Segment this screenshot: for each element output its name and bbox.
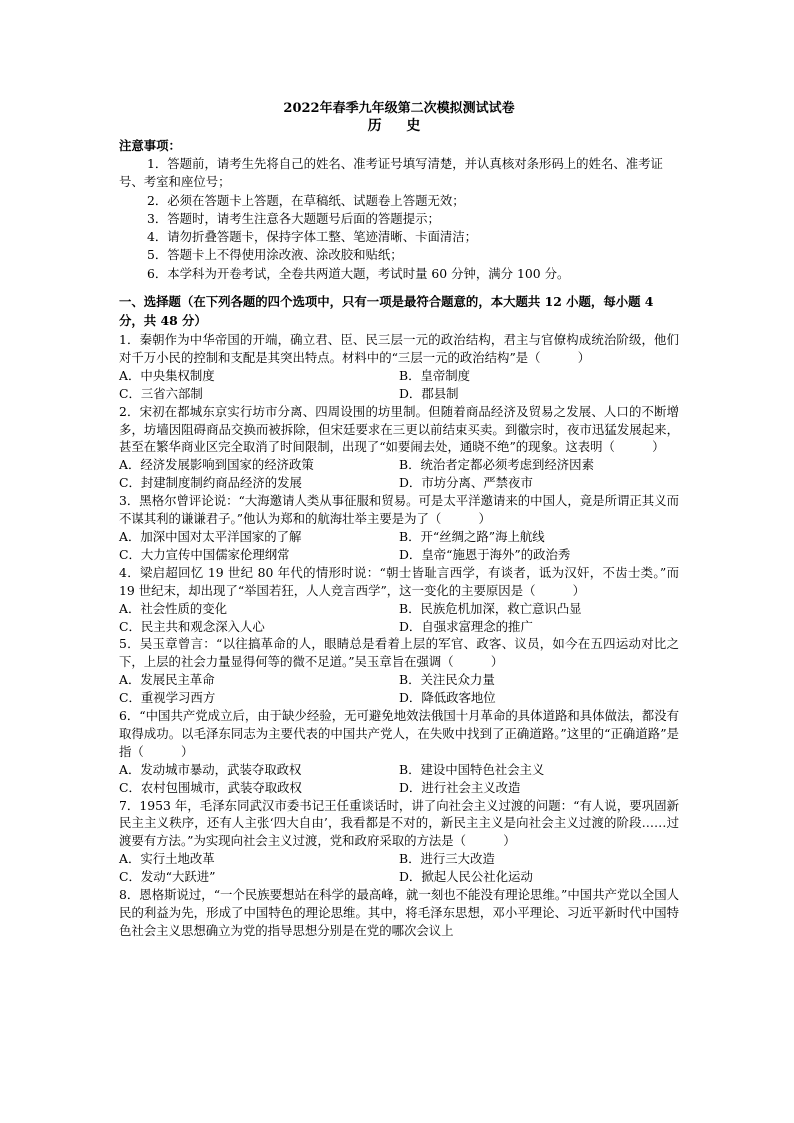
option-grid <box>119 528 679 564</box>
option-grid <box>119 456 679 492</box>
option: D．市坊分离、严禁夜市 <box>399 475 533 491</box>
option: A．发动城市暴动，武装夺取政权 <box>119 761 302 777</box>
question-stem: 5．吴玉章曾言：“以往搞革命的人，眼睛总是看着上层的军官、政客、议员，如今在五四运动对比之下，上层的社会力量显得何等的微不足道。”吴玉章旨在强调（ ） <box>119 636 679 670</box>
option: C．农村包围城市，武装夺取政权 <box>119 779 302 795</box>
question-stem: 8．恩格斯说过，“一个民族要想站在科学的最高峰，就一刻也不能没有理论思维。”中国共产党以全国人民的利益为先，形成了中国特色的理论思维。其中，将毛泽东思想，邓小平理论、习近平新时代中国特色社会主义思想确立为党的指导思想分别是在党的哪次会议上 <box>119 887 679 938</box>
option: C．发动“大跃进” <box>119 869 216 885</box>
note-item: 1．答题前，请考生先将自己的姓名、准考证号填写清楚，并认真核对条形码上的姓名、准考证号、考室和座位号； <box>119 156 663 190</box>
option: B．民族危机加深，救亡意识凸显 <box>399 600 582 616</box>
notes-block <box>119 137 679 283</box>
exam-title: 2022年春季九年级第二次模拟测试试卷 <box>283 101 515 116</box>
question-stem: 6．“中国共产党成立后，由于缺少经验，无可避免地效法俄国十月革命的具体道路和具体做法，都没有取得成功。以毛泽东同志为主要代表的中国共产党人，在失败中找到了正确道路。”这里的“正确道路”是指（ ） <box>119 708 679 759</box>
option: B．皇帝制度 <box>399 367 471 383</box>
option: A．社会性质的变化 <box>119 600 228 616</box>
option: D．掀起人民公社化运动 <box>399 869 533 885</box>
option: C．重视学习西方 <box>119 690 216 706</box>
question-stem: 4．梁启超回忆 19 世纪 80 年代的情形时说：“朝士皆耻言西学，有谈者，诋为汉奸，不齿士类。”而 19 世纪末，却出现了“举国若狂，人人竞言西学”，这一变化的主要原因是（ ） <box>119 564 679 598</box>
question-stem: 1．秦朝作为中华帝国的开端，确立君、臣、民三层一元的政治结构，君主与官僚构成统治阶级，他们对千万小民的控制和支配是其突出特点。材料中的“三层一元的政治结构”是（ ） <box>119 332 679 365</box>
note-item: 5．答题卡上不得使用涂改液、涂改胶和贴纸； <box>147 247 403 263</box>
note-item: 6．本学科为开卷考试，全卷共两道大题，考试时量 60 分钟，满分 100 分。 <box>147 265 570 281</box>
note-item: 4．请勿折叠答题卡，保持字体工整、笔迹清晰、卡面清洁； <box>147 229 478 245</box>
notes-title: 注意事项： <box>119 138 181 153</box>
option: D．皇帝“施恩于海外”的政治秀 <box>399 546 571 562</box>
question-stem: 7．1953 年，毛泽东同武汉市委书记王任重谈话时，讲了向社会主义过渡的问题：“有人说，要巩固新民主主义秩序，还有人主张‘四大自由’，我看都是不对的，新民主主义是向社会主义过渡的阶段……过渡要有方法。”为实现向社会主义过渡，党和政府采取的方法是（ ） <box>119 797 679 849</box>
option: C．民主共和观念深入人心 <box>119 618 265 634</box>
option: C．三省六部制 <box>119 385 203 401</box>
option-grid <box>119 671 679 707</box>
option: B．统治者定都必须考虑到经济因素 <box>399 457 594 473</box>
note-item: 2．必须在答题卡上答题，在草稿纸、试题卷上答题无效； <box>147 192 465 208</box>
question-stem: 2．宋初在都城东京实行坊市分离、四周设围的坊里制。但随着商品经济及贸易之发展、人口的不断增多，坊墙因阻碍商品交换而被拆除，但宋廷要求在三更以前结束买卖。到徽宗时，夜市迅猛发展起来，甚至在繁华商业区完全取消了时间限制，出现了“如要闹去处，通晓不绝”的现象。这表明（ ） <box>119 403 679 455</box>
subject-title: 历 史 <box>367 118 431 134</box>
option: A．中央集权制度 <box>119 367 215 383</box>
option-grid <box>119 761 679 797</box>
question-list <box>119 331 679 940</box>
option-grid <box>119 850 679 886</box>
option: B．建设中国特色社会主义 <box>399 761 545 777</box>
option: A．经济发展影响到国家的经济政策 <box>119 457 314 473</box>
option: B．开“丝绸之路”海上航线 <box>399 528 545 544</box>
section-heading: 一、选择题（在下列各题的四个选项中，只有一项是最符合题意的，本大题共 12 小题，每小题 4 分，共 48 分） <box>119 294 654 328</box>
option-grid <box>119 367 679 403</box>
question-stem: 3．黑格尔曾评论说：“大海邀请人类从事征服和贸易。可是太平洋邀请来的中国人，竟是所谓正其义而不谋其利的谦谦君子。”他认为郑和的航海壮举主要是为了（ ） <box>119 493 679 527</box>
option-grid <box>119 600 679 636</box>
option: D．进行社会主义改造 <box>399 779 521 795</box>
note-item: 3．答题时，请考生注意各大题题号后面的答题提示； <box>147 210 440 226</box>
option: A．发展民主革命 <box>119 672 215 688</box>
option: D．自强求富理念的推广 <box>399 618 533 634</box>
option: B．进行三大改造 <box>399 851 495 867</box>
option: C．大力宣传中国儒家伦理纲常 <box>119 546 290 562</box>
option: B．关注民众力量 <box>399 672 495 688</box>
option: A．加深中国对太平洋国家的了解 <box>119 528 302 544</box>
option: D．郡县制 <box>399 385 459 401</box>
option: C．封建制度制约商品经济的发展 <box>119 475 302 491</box>
option: A．实行土地改革 <box>119 851 215 867</box>
option: D．降低政客地位 <box>399 690 496 706</box>
